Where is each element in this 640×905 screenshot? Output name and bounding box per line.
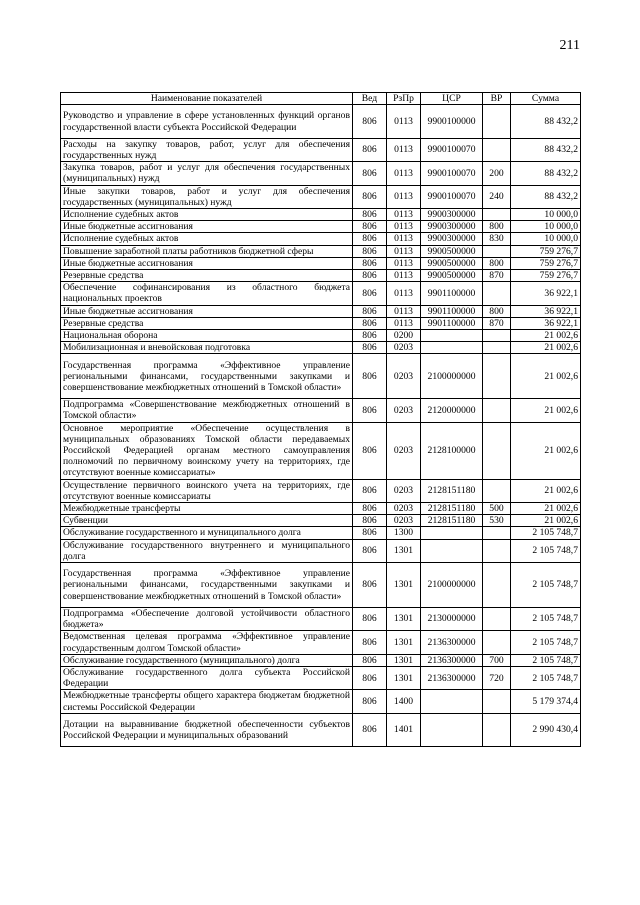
row-sum-cell: 759 276,7 [511,257,581,269]
row-vr-cell: 700 [483,654,511,666]
row-vr-cell [483,138,511,161]
row-csr-cell: 9900300000 [421,233,483,245]
row-vr-cell: 800 [483,305,511,317]
row-ved-cell: 806 [353,105,387,139]
row-rzpr-cell: 1400 [387,690,421,713]
row-csr-cell: 9900300000 [421,221,483,233]
row-vr-cell: 500 [483,503,511,515]
row-sum-cell: 10 000,0 [511,221,581,233]
row-sum-cell: 36 922,1 [511,305,581,317]
row-name-cell: Ведомственная целевая программа «Эффективное управление государственным долгом Томской области» [61,631,353,654]
row-csr-cell: 9900300000 [421,209,483,221]
row-rzpr-cell: 1300 [387,527,421,539]
table-row [61,282,581,305]
row-ved-cell: 806 [353,399,387,422]
table-row [61,354,581,399]
row-vr-cell [483,563,511,608]
row-rzpr-cell: 0203 [387,479,421,502]
row-ved-cell: 806 [353,270,387,282]
row-name-cell: Исполнение судебных актов [61,233,353,245]
row-name-cell: Межбюджетные трансферты [61,503,353,515]
row-rzpr-cell: 0113 [387,245,421,257]
row-vr-cell: 870 [483,270,511,282]
table-row [61,422,581,479]
row-rzpr-cell: 1301 [387,563,421,608]
row-name-cell: Мобилизационная и вневойсковая подготовка [61,342,353,354]
table-row [61,479,581,502]
row-sum-cell: 88 432,2 [511,162,581,185]
row-vr-cell: 200 [483,162,511,185]
row-rzpr-cell: 0113 [387,305,421,317]
row-sum-cell: 2 105 748,7 [511,631,581,654]
table-row [61,631,581,654]
row-vr-cell: 240 [483,185,511,208]
row-ved-cell: 806 [353,245,387,257]
row-sum-cell: 2 105 748,7 [511,527,581,539]
row-vr-cell: 800 [483,257,511,269]
row-ved-cell: 806 [353,138,387,161]
row-rzpr-cell: 0203 [387,354,421,399]
row-rzpr-cell: 0203 [387,515,421,527]
row-sum-cell: 21 002,6 [511,342,581,354]
budget-table [60,92,581,747]
row-sum-cell: 2 105 748,7 [511,539,581,562]
row-csr-cell [421,527,483,539]
table-row [61,330,581,342]
row-ved-cell: 806 [353,515,387,527]
row-sum-cell: 21 002,6 [511,515,581,527]
page-number: 211 [559,38,580,53]
row-ved-cell: 806 [353,282,387,305]
table-row [61,162,581,185]
row-ved-cell: 806 [353,527,387,539]
row-csr-cell: 9900500000 [421,270,483,282]
row-ved-cell: 806 [353,607,387,630]
table-row [61,607,581,630]
table-row [61,690,581,713]
row-name-cell: Подпрограмма «Совершенствование межбюджетных отношений в Томской области» [61,399,353,422]
row-rzpr-cell: 0203 [387,342,421,354]
row-vr-cell [483,399,511,422]
row-name-cell: Государственная программа «Эффективное управление региональными финансами, государственными закупками и совершенствование межбюджетных отношений в Томской области» [61,563,353,608]
row-csr-cell: 2128151180 [421,503,483,515]
row-sum-cell: 2 105 748,7 [511,654,581,666]
row-ved-cell: 806 [353,479,387,502]
row-rzpr-cell: 0113 [387,162,421,185]
row-ved-cell: 806 [353,257,387,269]
row-csr-cell: 2136300000 [421,631,483,654]
header-name: Наименование показателей [61,93,353,105]
row-sum-cell: 88 432,2 [511,138,581,161]
row-vr-cell [483,342,511,354]
table-row [61,399,581,422]
row-name-cell: Осуществление первичного воинского учета на территориях, где отсутствуют военные комиссариаты [61,479,353,502]
row-vr-cell [483,105,511,139]
row-csr-cell: 9900500000 [421,257,483,269]
row-rzpr-cell: 0113 [387,257,421,269]
row-csr-cell: 9900100000 [421,105,483,139]
row-csr-cell: 2120000000 [421,399,483,422]
row-sum-cell: 21 002,6 [511,422,581,479]
row-csr-cell [421,539,483,562]
row-vr-cell [483,539,511,562]
table-row [61,503,581,515]
table-row [61,105,581,139]
row-vr-cell [483,282,511,305]
row-name-cell: Субвенции [61,515,353,527]
row-name-cell: Национальная оборона [61,330,353,342]
row-vr-cell [483,245,511,257]
row-name-cell: Обслуживание государственного долга субъекта Российской Федерации [61,666,353,689]
row-sum-cell: 759 276,7 [511,270,581,282]
row-vr-cell [483,330,511,342]
row-ved-cell: 806 [353,317,387,329]
row-ved-cell: 806 [353,233,387,245]
row-sum-cell: 10 000,0 [511,233,581,245]
row-name-cell: Иные закупки товаров, работ и услуг для обеспечения государственных (муниципальных) нужд [61,185,353,208]
row-ved-cell: 806 [353,209,387,221]
row-vr-cell [483,479,511,502]
row-sum-cell: 21 002,6 [511,354,581,399]
row-ved-cell: 806 [353,563,387,608]
table-row [61,245,581,257]
row-rzpr-cell: 1301 [387,631,421,654]
table-row [61,305,581,317]
row-ved-cell: 806 [353,503,387,515]
row-sum-cell: 5 179 374,4 [511,690,581,713]
row-rzpr-cell: 0113 [387,282,421,305]
row-ved-cell: 806 [353,539,387,562]
row-name-cell: Обслуживание государственного и муниципального долга [61,527,353,539]
row-name-cell: Исполнение судебных актов [61,209,353,221]
table-row [61,515,581,527]
row-csr-cell: 9901100000 [421,282,483,305]
row-rzpr-cell: 0113 [387,233,421,245]
row-rzpr-cell: 0113 [387,185,421,208]
row-sum-cell: 36 922,1 [511,317,581,329]
header-rzpr: РзПр [387,93,421,105]
table-row [61,185,581,208]
row-csr-cell [421,342,483,354]
row-vr-cell [483,527,511,539]
row-ved-cell: 806 [353,354,387,399]
row-vr-cell: 530 [483,515,511,527]
row-name-cell: Межбюджетные трансферты общего характера бюджетам бюджетной системы Российской Федерации [61,690,353,713]
row-ved-cell: 806 [353,221,387,233]
row-csr-cell: 9901100000 [421,317,483,329]
row-vr-cell [483,422,511,479]
row-name-cell: Иные бюджетные ассигнования [61,257,353,269]
row-csr-cell: 2130000000 [421,607,483,630]
row-rzpr-cell: 1301 [387,539,421,562]
row-csr-cell: 2128100000 [421,422,483,479]
header-vr: ВР [483,93,511,105]
header-sum: Сумма [511,93,581,105]
row-ved-cell: 806 [353,631,387,654]
row-ved-cell: 806 [353,305,387,317]
row-name-cell: Руководство и управление в сфере установленных функций органов государственной власти субъекта Российской Федерации [61,105,353,139]
row-name-cell: Дотации на выравнивание бюджетной обеспеченности субъектов Российской Федерации и муниципальных образований [61,713,353,747]
row-name-cell: Расходы на закупку товаров, работ, услуг для обеспечения государственных нужд [61,138,353,161]
row-rzpr-cell: 0113 [387,209,421,221]
row-ved-cell: 806 [353,654,387,666]
table-row [61,233,581,245]
row-csr-cell: 9901100000 [421,305,483,317]
row-name-cell: Резервные средства [61,270,353,282]
row-sum-cell: 2 105 748,7 [511,607,581,630]
row-vr-cell: 800 [483,221,511,233]
row-rzpr-cell: 1301 [387,654,421,666]
row-name-cell: Обслуживание государственного (муниципального) долга [61,654,353,666]
row-vr-cell [483,354,511,399]
row-vr-cell: 830 [483,233,511,245]
table-header-row [61,93,581,105]
header-ved: Вед [353,93,387,105]
row-ved-cell: 806 [353,713,387,747]
row-csr-cell: 9900100070 [421,162,483,185]
row-sum-cell: 88 432,2 [511,185,581,208]
row-ved-cell: 806 [353,422,387,479]
header-csr: ЦСР [421,93,483,105]
row-name-cell: Повышение заработной платы работников бюджетной сферы [61,245,353,257]
row-rzpr-cell: 0113 [387,105,421,139]
row-rzpr-cell: 0113 [387,270,421,282]
row-csr-cell: 9900100070 [421,138,483,161]
row-sum-cell: 2 990 430,4 [511,713,581,747]
row-sum-cell: 36 922,1 [511,282,581,305]
row-csr-cell [421,713,483,747]
row-ved-cell: 806 [353,690,387,713]
table-row [61,209,581,221]
row-csr-cell: 9900100070 [421,185,483,208]
row-vr-cell: 720 [483,666,511,689]
row-sum-cell: 2 105 748,7 [511,666,581,689]
row-name-cell: Подпрограмма «Обеспечение долговой устойчивости областного бюджета» [61,607,353,630]
row-sum-cell: 2 105 748,7 [511,563,581,608]
row-csr-cell: 2100000000 [421,354,483,399]
table-row [61,539,581,562]
row-rzpr-cell: 0200 [387,330,421,342]
row-sum-cell: 21 002,6 [511,330,581,342]
table-row [61,221,581,233]
table-row [61,713,581,747]
table-row [61,270,581,282]
table-row [61,654,581,666]
row-sum-cell: 10 000,0 [511,209,581,221]
row-vr-cell [483,607,511,630]
row-csr-cell: 2128151180 [421,479,483,502]
row-rzpr-cell: 0113 [387,317,421,329]
row-name-cell: Иные бюджетные ассигнования [61,221,353,233]
row-name-cell: Государственная программа «Эффективное управление региональными финансами, государственными закупками и совершенствование межбюджетных отношений в Томской области» [61,354,353,399]
row-ved-cell: 806 [353,666,387,689]
row-vr-cell [483,713,511,747]
table-row [61,257,581,269]
table-row [61,563,581,608]
table-body [61,105,581,747]
row-sum-cell: 759 276,7 [511,245,581,257]
row-csr-cell: 2136300000 [421,666,483,689]
row-name-cell: Резервные средства [61,317,353,329]
row-rzpr-cell: 0113 [387,221,421,233]
row-rzpr-cell: 0203 [387,503,421,515]
row-name-cell: Обеспечение софинансирования из областного бюджета национальных проектов [61,282,353,305]
row-name-cell: Основное мероприятие «Обеспечение осуществления в муниципальных образованиях Томской области передаваемых Российской Федерацией органам местного самоуправления полномочий по первичному воинскому учету на территориях, где отсутствуют военные комиссариаты» [61,422,353,479]
row-name-cell: Иные бюджетные ассигнования [61,305,353,317]
row-rzpr-cell: 0113 [387,138,421,161]
row-ved-cell: 806 [353,185,387,208]
row-name-cell: Обслуживание государственного внутреннего и муниципального долга [61,539,353,562]
row-rzpr-cell: 0203 [387,422,421,479]
row-sum-cell: 21 002,6 [511,399,581,422]
row-csr-cell [421,690,483,713]
table-row [61,666,581,689]
row-csr-cell: 2136300000 [421,654,483,666]
table-row [61,342,581,354]
row-vr-cell: 870 [483,317,511,329]
table-row [61,317,581,329]
table-row [61,527,581,539]
row-csr-cell: 9900500000 [421,245,483,257]
row-sum-cell: 21 002,6 [511,503,581,515]
row-name-cell: Закупка товаров, работ и услуг для обеспечения государственных (муниципальных) нужд [61,162,353,185]
row-vr-cell [483,631,511,654]
row-csr-cell: 2128151180 [421,515,483,527]
row-vr-cell [483,690,511,713]
row-sum-cell: 88 432,2 [511,105,581,139]
row-ved-cell: 806 [353,342,387,354]
row-csr-cell: 2100000000 [421,563,483,608]
row-rzpr-cell: 1401 [387,713,421,747]
row-rzpr-cell: 1301 [387,607,421,630]
row-vr-cell [483,209,511,221]
row-ved-cell: 806 [353,162,387,185]
table-row [61,138,581,161]
row-ved-cell: 806 [353,330,387,342]
row-rzpr-cell: 1301 [387,666,421,689]
row-csr-cell [421,330,483,342]
row-rzpr-cell: 0203 [387,399,421,422]
row-sum-cell: 21 002,6 [511,479,581,502]
